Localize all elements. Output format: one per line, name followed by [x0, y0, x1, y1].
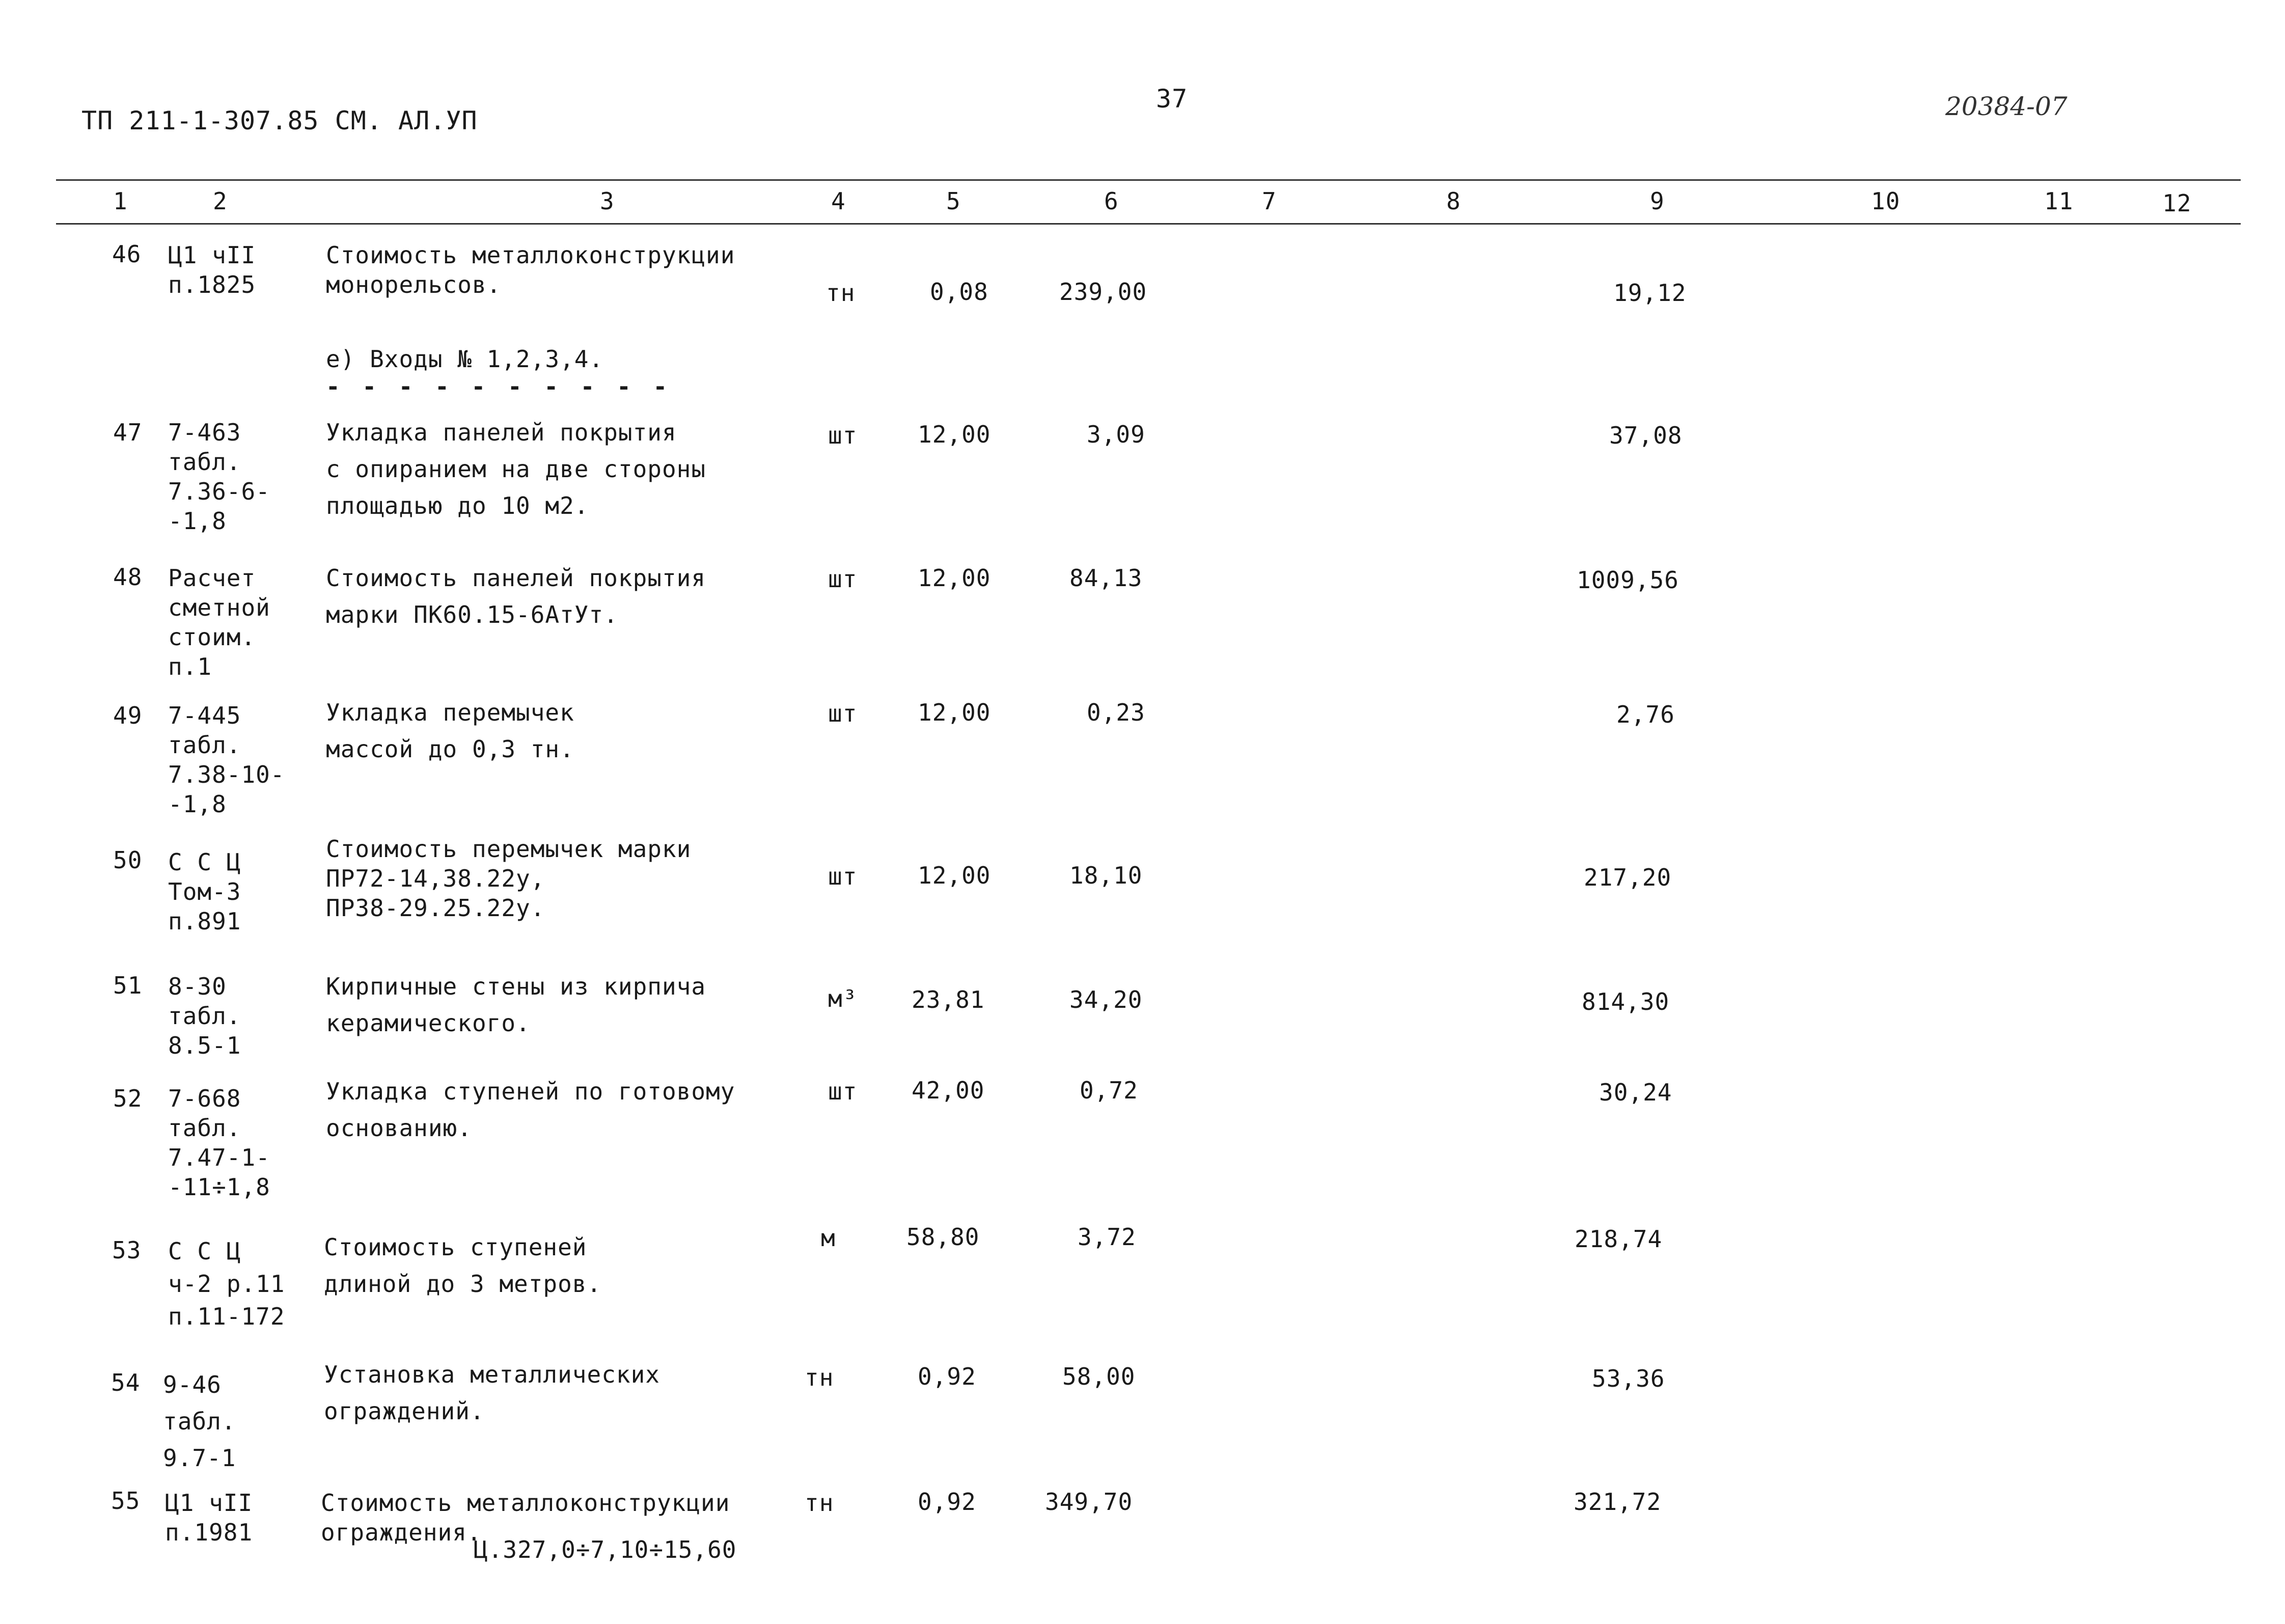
row-quantity: 58,80 — [906, 1223, 980, 1251]
row-total: 37,08 — [1609, 422, 1683, 449]
section-underline: - - - - - - - - - - — [326, 373, 672, 400]
column-header: 3 — [600, 187, 615, 215]
row-total: 1009,56 — [1577, 566, 1679, 594]
row-total: 814,30 — [1582, 988, 1670, 1015]
column-header: 8 — [1446, 187, 1461, 215]
row-code: Ц1 чII п.1825 — [168, 241, 256, 298]
row-unit: шт — [828, 565, 858, 593]
row-number: 51 — [113, 972, 143, 999]
row-price: 58,00 — [1062, 1363, 1136, 1390]
row-description: Стоимость металлоконструкции ограждения. — [321, 1489, 730, 1546]
row-quantity: 23,81 — [912, 986, 985, 1013]
row-code: 7-445 табл. 7.38-10- -1,8 — [168, 702, 285, 818]
column-header: 9 — [1650, 187, 1665, 215]
row-price: 3,72 — [1078, 1223, 1136, 1251]
row-number: 48 — [113, 563, 143, 591]
row-description: Установка металлических ограждений. — [324, 1361, 660, 1425]
row-code: 7-668 табл. 7.47-1- -11÷1,8 — [168, 1085, 270, 1201]
column-header: 1 — [113, 187, 128, 215]
row-unit: тн — [805, 1364, 834, 1391]
row-code: 7-463 табл. 7.36-6- -1,8 — [168, 419, 270, 535]
row-number: 47 — [113, 419, 143, 446]
row-code: С С Ц Том-3 п.891 — [168, 848, 241, 935]
row-total: 2,76 — [1616, 701, 1675, 728]
row-unit: м³ — [828, 985, 858, 1012]
row-quantity: 12,00 — [918, 421, 991, 448]
row-description: Укладка перемычек массой до 0,3 тн. — [326, 699, 574, 763]
row-price: 0,23 — [1087, 699, 1145, 726]
column-header: 10 — [1871, 187, 1901, 215]
row-price: 84,13 — [1069, 564, 1143, 592]
row-quantity: 0,08 — [930, 278, 988, 306]
row-quantity: 12,00 — [918, 699, 991, 726]
row-description: Укладка панелей покрытия с опиранием на две стороны площадью до 10 м2. — [326, 419, 706, 519]
row-number: 52 — [113, 1085, 143, 1112]
row-number: 54 — [111, 1369, 141, 1396]
row-total: 217,20 — [1584, 864, 1672, 891]
column-header: 12 — [2162, 189, 2192, 217]
row-quantity: 0,92 — [918, 1363, 976, 1390]
column-header: 5 — [946, 187, 961, 215]
row-unit: м — [821, 1224, 836, 1252]
row-unit: шт — [828, 700, 858, 727]
row-quantity: 42,00 — [912, 1077, 985, 1104]
row-total: 19,12 — [1613, 279, 1687, 307]
row-unit: шт — [828, 422, 858, 449]
row-quantity: 12,00 — [918, 564, 991, 592]
row-quantity: 12,00 — [918, 862, 991, 889]
column-header: 6 — [1104, 187, 1119, 215]
row-unit: тн — [805, 1489, 834, 1517]
row-number: 49 — [113, 702, 143, 729]
row-description: Стоимость перемычек марки ПР72-14,38.22у, ПР38-29.25.22у. — [326, 835, 692, 922]
row-price: 34,20 — [1069, 986, 1143, 1013]
row-code: С С Ц ч-2 р.11 п.11-172 — [168, 1237, 285, 1330]
column-header: 4 — [831, 187, 846, 215]
row-description: Укладка ступеней по готовому основанию. — [326, 1078, 735, 1142]
header-top-rule — [56, 179, 2241, 181]
document-code: ТП 211-1-307.85 СМ. АЛ.УП — [81, 106, 478, 135]
row-number: 46 — [112, 240, 142, 268]
row-price: 349,70 — [1045, 1488, 1133, 1516]
row-price: 239,00 — [1059, 278, 1147, 306]
footnote-calculation: Ц.327,0÷7,10÷15,60 — [474, 1536, 737, 1563]
row-number: 50 — [113, 846, 143, 874]
row-price: 3,09 — [1087, 421, 1145, 448]
page-number: 37 — [1156, 84, 1188, 114]
row-code: 9-46 табл. 9.7-1 — [163, 1371, 236, 1472]
header-bottom-rule — [56, 223, 2241, 225]
row-unit: тн — [826, 279, 856, 307]
row-price: 0,72 — [1080, 1077, 1138, 1104]
row-total: 30,24 — [1599, 1079, 1672, 1106]
row-description: Стоимость панелей покрытия марки ПК60.15-6АтУт. — [326, 564, 706, 628]
column-header: 7 — [1262, 187, 1277, 215]
row-code: 8-30 табл. 8.5-1 — [168, 973, 241, 1059]
row-total: 218,74 — [1575, 1225, 1663, 1253]
row-quantity: 0,92 — [918, 1488, 976, 1516]
column-header: 11 — [2044, 187, 2074, 215]
row-description: Стоимость металлоконструкции монорельсов. — [326, 241, 735, 298]
archive-stamp: 20384-07 — [1945, 92, 2068, 121]
row-description: Кирпичные стены из кирпича керамического. — [326, 973, 706, 1037]
row-unit: шт — [828, 863, 858, 890]
row-unit: шт — [828, 1078, 858, 1105]
column-header: 2 — [213, 187, 228, 215]
row-description: Стоимость ступеней длиной до 3 метров. — [324, 1233, 602, 1298]
row-total: 53,36 — [1592, 1365, 1665, 1392]
row-price: 18,10 — [1069, 862, 1143, 889]
row-code: Ц1 чII п.1981 — [165, 1489, 253, 1546]
row-number: 53 — [112, 1236, 142, 1264]
row-total: 321,72 — [1574, 1488, 1662, 1516]
section-heading: е) Входы № 1,2,3,4. — [326, 345, 604, 373]
row-code: Расчет сметной стоим. п.1 — [168, 564, 270, 680]
row-number: 55 — [111, 1487, 141, 1515]
